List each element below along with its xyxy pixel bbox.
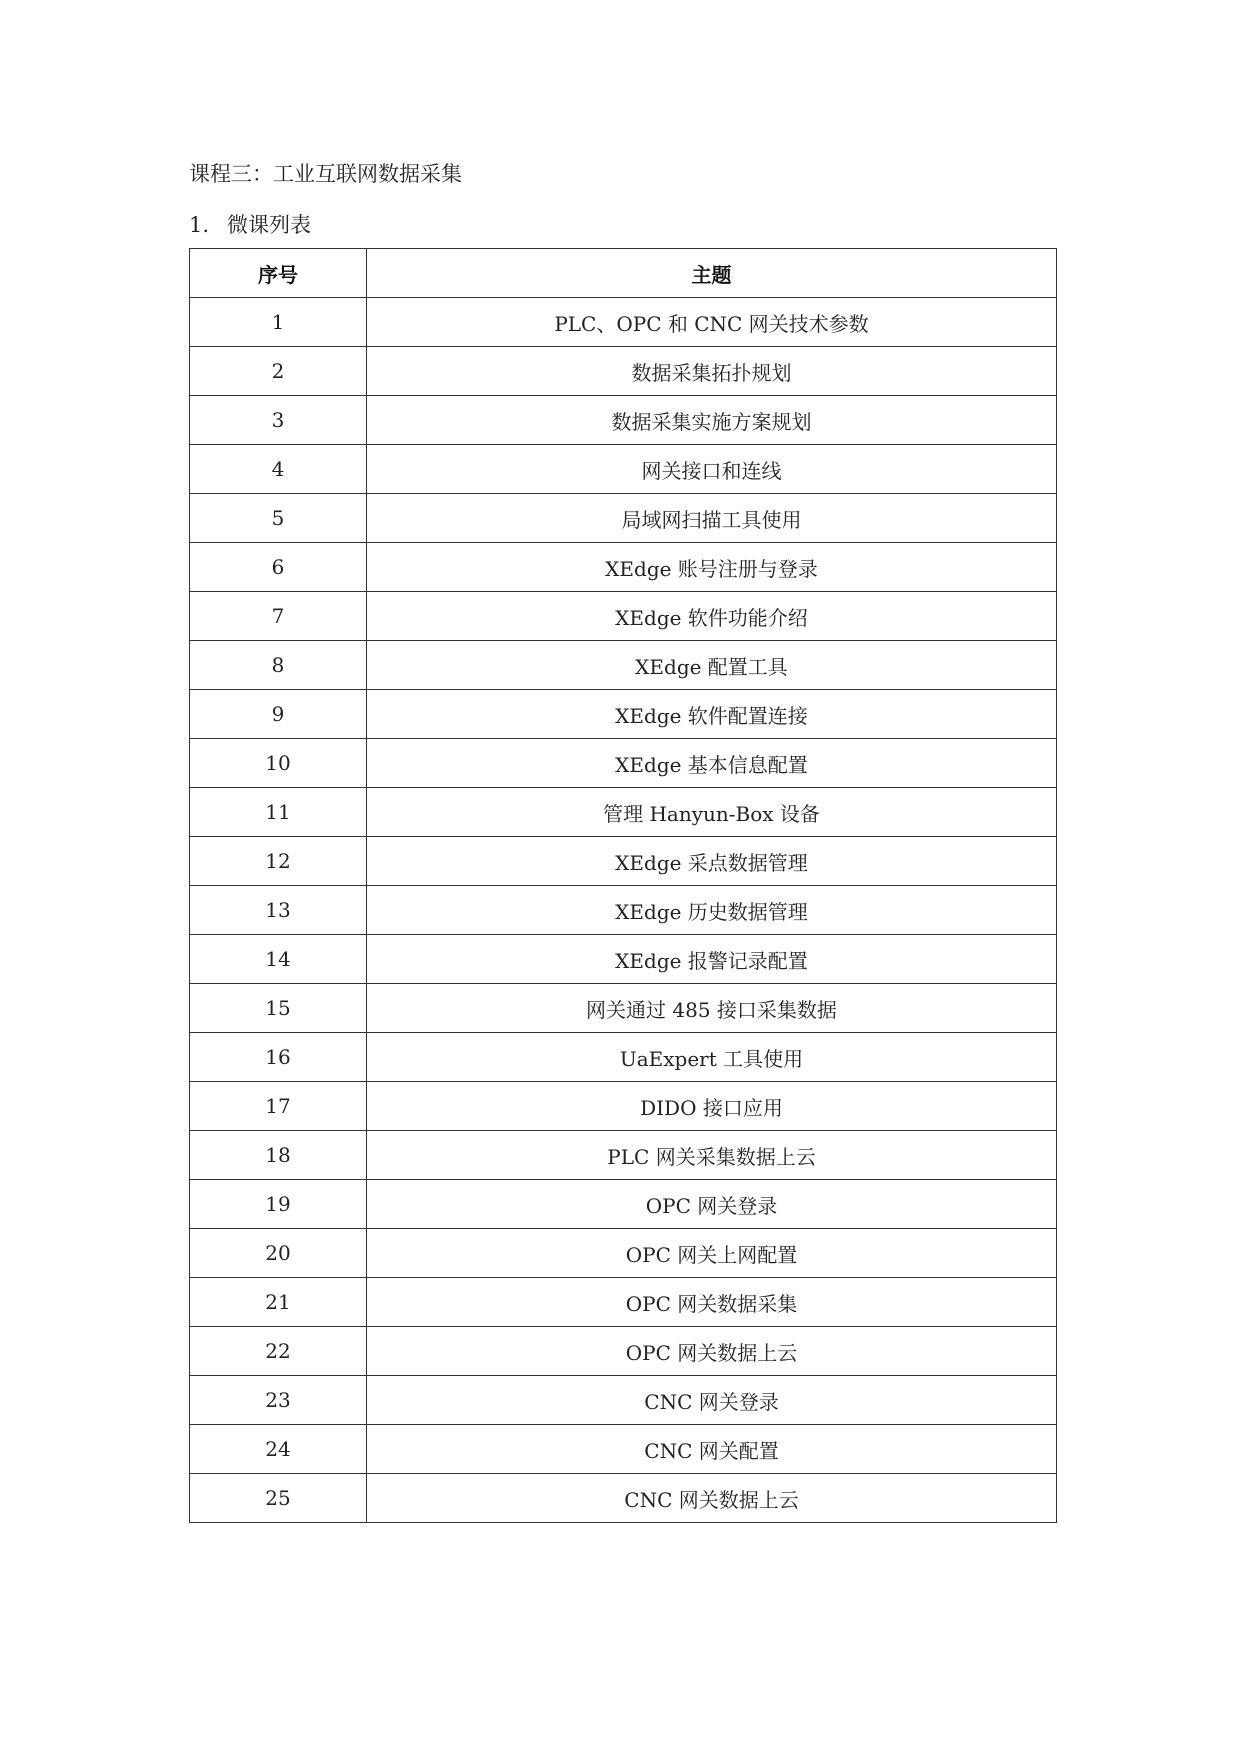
table-row — [190, 690, 1057, 739]
row-number-cell: 10 — [190, 739, 367, 788]
table-body — [190, 298, 1057, 1523]
row-topic-cell: UaExpert 工具使用 — [367, 1033, 1057, 1082]
row-number-cell: 21 — [190, 1278, 367, 1327]
row-topic-cell: 数据采集实施方案规划 — [367, 396, 1057, 445]
table-header-row — [190, 249, 1057, 298]
row-topic-cell: XEdge 基本信息配置 — [367, 739, 1057, 788]
table-row — [190, 1033, 1057, 1082]
table-row — [190, 1425, 1057, 1474]
table-row — [190, 1229, 1057, 1278]
row-number-cell: 14 — [190, 935, 367, 984]
micro-course-table — [189, 248, 1057, 1523]
row-topic-cell: 网关通过 485 接口采集数据 — [367, 984, 1057, 1033]
row-number-cell: 24 — [190, 1425, 367, 1474]
row-topic-cell: XEdge 账号注册与登录 — [367, 543, 1057, 592]
table-row — [190, 739, 1057, 788]
table-row — [190, 1082, 1057, 1131]
row-number-cell: 18 — [190, 1131, 367, 1180]
table-row — [190, 935, 1057, 984]
table-row — [190, 837, 1057, 886]
row-topic-cell: 管理 Hanyun-Box 设备 — [367, 788, 1057, 837]
table-row — [190, 396, 1057, 445]
column-header-number: 序号 — [190, 249, 367, 298]
row-number-cell: 19 — [190, 1180, 367, 1229]
table-row — [190, 1278, 1057, 1327]
row-number-cell: 7 — [190, 592, 367, 641]
row-number-cell: 1 — [190, 298, 367, 347]
row-topic-cell: XEdge 软件配置连接 — [367, 690, 1057, 739]
table-row — [190, 347, 1057, 396]
row-number-cell: 23 — [190, 1376, 367, 1425]
row-number-cell: 22 — [190, 1327, 367, 1376]
row-number-cell: 13 — [190, 886, 367, 935]
row-topic-cell: XEdge 报警记录配置 — [367, 935, 1057, 984]
row-topic-cell: CNC 网关配置 — [367, 1425, 1057, 1474]
row-number-cell: 2 — [190, 347, 367, 396]
row-number-cell: 9 — [190, 690, 367, 739]
table-row — [190, 788, 1057, 837]
row-number-cell: 12 — [190, 837, 367, 886]
row-topic-cell: OPC 网关数据上云 — [367, 1327, 1057, 1376]
row-topic-cell: 局域网扫描工具使用 — [367, 494, 1057, 543]
table-row — [190, 1327, 1057, 1376]
row-topic-cell: XEdge 历史数据管理 — [367, 886, 1057, 935]
row-number-cell: 17 — [190, 1082, 367, 1131]
table-row — [190, 1180, 1057, 1229]
row-number-cell: 8 — [190, 641, 367, 690]
table-row — [190, 592, 1057, 641]
section-number: 1. — [189, 213, 210, 237]
table-row — [190, 1131, 1057, 1180]
row-topic-cell: 数据采集拓扑规划 — [367, 347, 1057, 396]
row-number-cell: 20 — [190, 1229, 367, 1278]
row-topic-cell: 网关接口和连线 — [367, 445, 1057, 494]
table-row — [190, 543, 1057, 592]
row-topic-cell: XEdge 采点数据管理 — [367, 837, 1057, 886]
table-row — [190, 984, 1057, 1033]
table-row — [190, 445, 1057, 494]
row-number-cell: 5 — [190, 494, 367, 543]
row-number-cell: 4 — [190, 445, 367, 494]
row-topic-cell: XEdge 配置工具 — [367, 641, 1057, 690]
row-number-cell: 11 — [190, 788, 367, 837]
row-topic-cell: CNC 网关数据上云 — [367, 1474, 1057, 1523]
row-number-cell: 16 — [190, 1033, 367, 1082]
row-topic-cell: PLC、OPC 和 CNC 网关技术参数 — [367, 298, 1057, 347]
row-topic-cell: PLC 网关采集数据上云 — [367, 1131, 1057, 1180]
section-title: 微课列表 — [227, 213, 311, 237]
row-number-cell: 15 — [190, 984, 367, 1033]
row-topic-cell: OPC 网关数据采集 — [367, 1278, 1057, 1327]
table-row — [190, 1474, 1057, 1523]
row-number-cell: 25 — [190, 1474, 367, 1523]
table-row — [190, 298, 1057, 347]
column-header-topic: 主题 — [367, 249, 1057, 298]
row-number-cell: 3 — [190, 396, 367, 445]
row-topic-cell: CNC 网关登录 — [367, 1376, 1057, 1425]
row-number-cell: 6 — [190, 543, 367, 592]
row-topic-cell: XEdge 软件功能介绍 — [367, 592, 1057, 641]
row-topic-cell: OPC 网关上网配置 — [367, 1229, 1057, 1278]
table-row — [190, 886, 1057, 935]
row-topic-cell: DIDO 接口应用 — [367, 1082, 1057, 1131]
table-row — [190, 1376, 1057, 1425]
course-title: 课程三：工业互联网数据采集 — [189, 162, 462, 186]
table-row — [190, 494, 1057, 543]
table-row — [190, 641, 1057, 690]
row-topic-cell: OPC 网关登录 — [367, 1180, 1057, 1229]
section-heading — [189, 209, 311, 241]
